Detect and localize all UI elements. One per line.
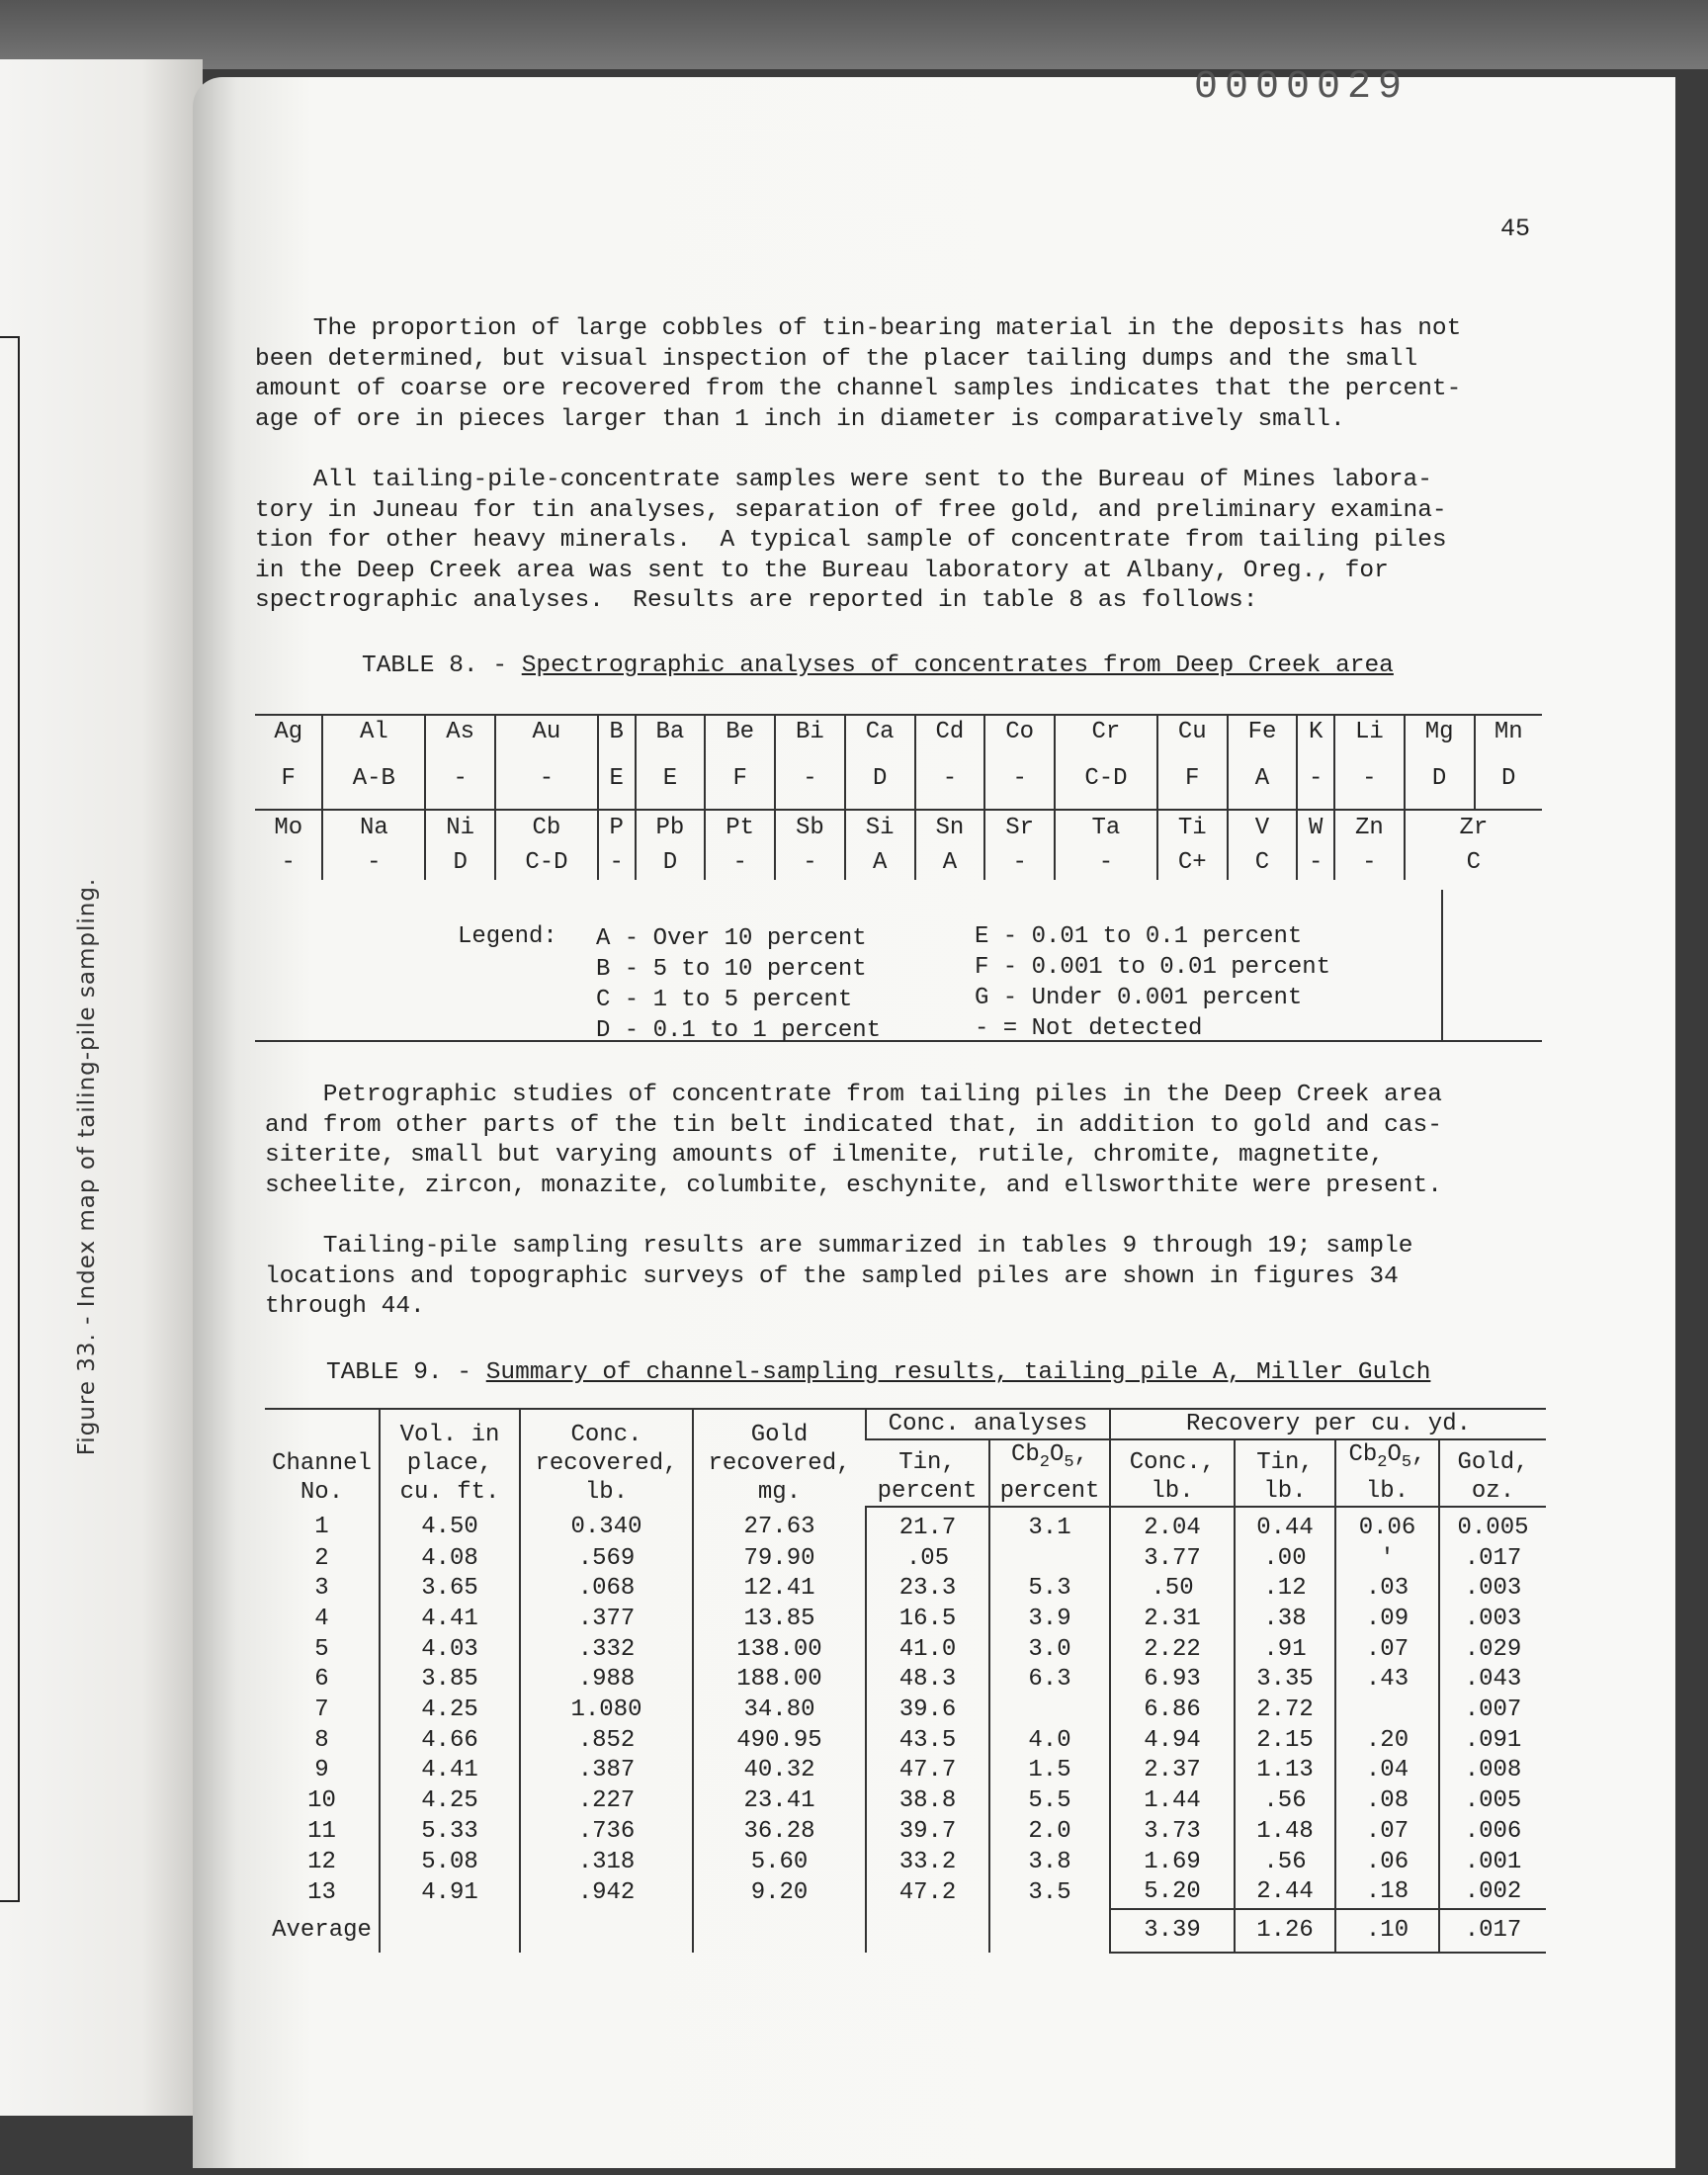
table-cell: 5 — [314, 1635, 329, 1663]
legend-entry: - = Not detected — [975, 1015, 1203, 1042]
table-cell: 4.03 — [380, 1635, 520, 1666]
table8-legend — [255, 919, 1542, 1042]
value-cell: D — [1405, 747, 1475, 810]
table-cell: ' — [1335, 1544, 1439, 1575]
table-cell: 34.80 — [693, 1696, 866, 1726]
value-cell: A-B — [322, 747, 425, 810]
legend-divider — [1441, 890, 1443, 1040]
table-cell: 4.25 — [380, 1786, 520, 1817]
element-cell: Cd — [915, 715, 985, 747]
table-cell: .029 — [1439, 1635, 1546, 1666]
paragraph-2: All tailing-pile-concentrate samples were sent to the Bureau of Mines labora- tory in Juneau for tin analyses, separation of free gold, and preliminary examina- tion for other heavy minerals. A typical sample of concentrate from tailing piles in the Deep Creek area was sent to the Bureau laboratory at Albany, Oreg., for spectrographic analyses. Results are reported in table 8 as follows: — [255, 467, 1447, 614]
table-cell: 5.3 — [989, 1574, 1110, 1605]
table-cell: .07 — [1335, 1635, 1439, 1666]
table-cell: 0.44 — [1235, 1507, 1335, 1544]
value-cell: C-D — [1055, 747, 1157, 810]
value-cell: C — [1405, 844, 1542, 880]
table8 — [255, 714, 1542, 880]
table-row — [265, 1817, 1546, 1848]
header-conc-recovered: Conc. recovered, lb. — [520, 1409, 693, 1507]
element-cell: Ta — [1055, 810, 1157, 844]
table-cell: 4.08 — [380, 1544, 520, 1575]
value-cell: - — [705, 844, 775, 880]
table-cell: .043 — [1439, 1665, 1546, 1696]
value-cell: - — [915, 747, 985, 810]
legend-label: Legend: — [458, 923, 557, 950]
table-cell: 5.5 — [989, 1786, 1110, 1817]
table-cell: 38.8 — [866, 1786, 989, 1817]
table-cell: 27.63 — [693, 1507, 866, 1544]
figure-frame — [0, 336, 20, 1902]
table-cell: 3.85 — [380, 1665, 520, 1696]
legend-entry: A - Over 10 percent — [596, 925, 867, 952]
header-recovery-tin: Tin, lb. — [1235, 1439, 1335, 1507]
table-cell: .08 — [1335, 1786, 1439, 1817]
table-row — [265, 1786, 1546, 1817]
table-cell — [866, 1909, 989, 1953]
table-cell: 6.86 — [1110, 1696, 1235, 1726]
element-cell: Na — [322, 810, 425, 844]
table-cell: .18 — [1335, 1877, 1439, 1909]
value-cell: - — [281, 848, 296, 876]
element-cell: Ni — [425, 810, 495, 844]
table-cell — [1335, 1696, 1439, 1726]
table-row — [265, 1507, 1546, 1544]
table-cell: .332 — [520, 1635, 693, 1666]
table-cell: 2.31 — [1110, 1605, 1235, 1635]
table-cell: 3.1 — [989, 1507, 1110, 1544]
value-cell: A — [915, 844, 985, 880]
element-cell: Mo — [255, 810, 322, 844]
element-cell: Pt — [705, 810, 775, 844]
table-cell: 2.15 — [1235, 1726, 1335, 1757]
element-cell: V — [1228, 810, 1298, 844]
element-cell: P — [598, 810, 636, 844]
table-cell: 2.22 — [1110, 1635, 1235, 1666]
table-cell: 41.0 — [866, 1635, 989, 1666]
element-cell: Sr — [984, 810, 1055, 844]
header-tin-percent: Tin, percent — [866, 1439, 989, 1507]
value-cell: - — [984, 844, 1055, 880]
table8-title: TABLE 8. - Spectrographic analyses of concentrates from Deep Creek area — [362, 652, 1394, 679]
element-cell: B — [598, 715, 636, 747]
table-cell: .05 — [866, 1544, 989, 1575]
average-rcb: .10 — [1335, 1909, 1439, 1953]
table-cell: 39.7 — [866, 1817, 989, 1848]
table-cell: 4.0 — [989, 1726, 1110, 1757]
table-cell: 4.41 — [380, 1756, 520, 1786]
table-cell: 12.41 — [693, 1574, 866, 1605]
table-cell: .003 — [1439, 1605, 1546, 1635]
value-cell: F — [281, 764, 296, 792]
table-cell: .318 — [520, 1848, 693, 1878]
figure-caption: Figure 33. - Index map of tailing-pile sampling. — [74, 877, 100, 1456]
table-cell: 3.77 — [1110, 1544, 1235, 1575]
value-cell: - — [1055, 844, 1157, 880]
legend-column-1 — [596, 923, 881, 1046]
table-cell: 4 — [314, 1605, 329, 1632]
table-cell: 188.00 — [693, 1665, 866, 1696]
table-cell — [380, 1909, 520, 1953]
table-cell: 138.00 — [693, 1635, 866, 1666]
element-cell: Mn — [1475, 715, 1543, 747]
table-cell: 6.3 — [989, 1665, 1110, 1696]
table-row — [265, 1848, 1546, 1878]
table-cell: .56 — [1235, 1848, 1335, 1878]
table-cell: .017 — [1439, 1544, 1546, 1575]
table-row — [265, 1726, 1546, 1757]
header-cb2o5-percent: $Cb_2O_5$, percent — [989, 1439, 1110, 1507]
table-cell: .09 — [1335, 1605, 1439, 1635]
value-cell: C — [1228, 844, 1298, 880]
element-cell: Al — [322, 715, 425, 747]
table-cell: 1.080 — [520, 1696, 693, 1726]
table9-title: TABLE 9. - Summary of channel-sampling results, tailing pile A, Miller Gulch — [326, 1359, 1431, 1386]
value-cell: - — [495, 747, 598, 810]
table-cell: 3.0 — [989, 1635, 1110, 1666]
element-cell: Au — [495, 715, 598, 747]
value-cell: - — [775, 747, 845, 810]
table-cell — [693, 1909, 866, 1953]
table-cell: 6 — [314, 1666, 329, 1694]
element-cell: Co — [984, 715, 1055, 747]
header-channel: Channel No. — [265, 1409, 380, 1507]
element-cell: Sb — [775, 810, 845, 844]
value-cell: E — [636, 747, 706, 810]
table-cell: .227 — [520, 1786, 693, 1817]
table-row — [265, 1605, 1546, 1635]
table-cell: 13.85 — [693, 1605, 866, 1635]
table-cell: .04 — [1335, 1756, 1439, 1786]
table-cell: .003 — [1439, 1574, 1546, 1605]
table-cell: 3 — [314, 1575, 329, 1603]
table-cell — [989, 1696, 1110, 1726]
table-cell: 4.94 — [1110, 1726, 1235, 1757]
table-cell: 6.93 — [1110, 1665, 1235, 1696]
table-cell: .00 — [1235, 1544, 1335, 1575]
header-recovery-gold: Gold, oz. — [1439, 1439, 1546, 1507]
left-facing-page — [0, 59, 203, 2116]
table-cell — [989, 1909, 1110, 1953]
table-cell: 0.340 — [520, 1507, 693, 1544]
element-cell: Ti — [1157, 810, 1228, 844]
document-stamp: 0000029 — [1194, 65, 1409, 110]
table-row — [265, 1544, 1546, 1575]
value-cell: - — [1334, 844, 1405, 880]
table-cell: 9.20 — [693, 1877, 866, 1909]
table-row — [265, 1756, 1546, 1786]
table-cell — [989, 1544, 1110, 1575]
table-cell: .377 — [520, 1605, 693, 1635]
table-row — [265, 1635, 1546, 1666]
table-cell: .06 — [1335, 1848, 1439, 1878]
table-cell: 40.32 — [693, 1756, 866, 1786]
table-cell: 79.90 — [693, 1544, 866, 1575]
table-cell: .005 — [1439, 1786, 1546, 1817]
value-cell: D — [845, 747, 915, 810]
legend-entry: G - Under 0.001 percent — [975, 985, 1303, 1011]
element-cell: Fe — [1228, 715, 1298, 747]
table-cell: 23.3 — [866, 1574, 989, 1605]
table-cell: 0.005 — [1439, 1507, 1546, 1544]
table-cell: 21.7 — [866, 1507, 989, 1544]
table-cell: 5.08 — [380, 1848, 520, 1878]
value-cell: C+ — [1157, 844, 1228, 880]
element-cell: K — [1297, 715, 1334, 747]
value-cell: A — [1228, 747, 1298, 810]
value-cell: - — [775, 844, 845, 880]
value-cell: - — [1297, 844, 1334, 880]
table-cell: .20 — [1335, 1726, 1439, 1757]
table-cell: .38 — [1235, 1605, 1335, 1635]
value-cell: A — [845, 844, 915, 880]
element-cell: Sn — [915, 810, 985, 844]
table-cell: 10 — [307, 1787, 336, 1815]
table-cell: 1.69 — [1110, 1848, 1235, 1878]
element-cell: Ag — [255, 715, 322, 747]
value-cell: D — [636, 844, 706, 880]
table-cell: 3.65 — [380, 1574, 520, 1605]
table-cell: 3.8 — [989, 1848, 1110, 1878]
value-cell: C-D — [495, 844, 598, 880]
value-cell: - — [598, 844, 636, 880]
element-cell: Cr — [1055, 715, 1157, 747]
value-cell: - — [1297, 747, 1334, 810]
table-cell: 43.5 — [866, 1726, 989, 1757]
value-cell: F — [1157, 747, 1228, 810]
table-cell: 4.41 — [380, 1605, 520, 1635]
header-recovery-cb2o5: $Cb_2O_5$, lb. — [1335, 1439, 1439, 1507]
element-cell: Zr — [1405, 810, 1542, 844]
element-cell: Mg — [1405, 715, 1475, 747]
paragraph-1: The proportion of large cobbles of tin-bearing material in the deposits has not been determined, but visual inspection of the placer tailing dumps and the small amount of coarse ore recovered from the channel samples indicates that the percent- age of ore in pieces larger than 1 inch in diameter is comparatively small. — [255, 315, 1462, 433]
table-cell: 2.72 — [1235, 1696, 1335, 1726]
value-cell: - — [322, 844, 425, 880]
paragraph-3: Petrographic studies of concentrate from tailing piles in the Deep Creek area and from other parts of the tin belt indicated that, in addition to gold and cas- siterite, small but varying amounts of ilmenite, rutile, chromite, magnetite, scheelite, zircon, monazite, columbite, eschynite, and ellsworthite were present. — [265, 1082, 1442, 1199]
table-cell: .008 — [1439, 1756, 1546, 1786]
table-cell: 36.28 — [693, 1817, 866, 1848]
table9 — [265, 1408, 1546, 1954]
header-recovery-conc: Conc., lb. — [1110, 1439, 1235, 1507]
legend-entry: D - 0.1 to 1 percent — [596, 1017, 882, 1044]
value-cell: F — [705, 747, 775, 810]
element-cell: Bi — [775, 715, 845, 747]
element-cell: Si — [845, 810, 915, 844]
table-cell: .50 — [1110, 1574, 1235, 1605]
legend-entry: C - 1 to 5 percent — [596, 987, 853, 1013]
table-cell: 33.2 — [866, 1848, 989, 1878]
table-cell: 2.44 — [1235, 1877, 1335, 1909]
table-cell: 3.35 — [1235, 1665, 1335, 1696]
table-cell: .03 — [1335, 1574, 1439, 1605]
element-cell: Pb — [636, 810, 706, 844]
table-row — [265, 1665, 1546, 1696]
table-cell: .942 — [520, 1877, 693, 1909]
element-cell: As — [425, 715, 495, 747]
table-cell: .852 — [520, 1726, 693, 1757]
table-cell: 1.44 — [1110, 1786, 1235, 1817]
table-cell: 5.60 — [693, 1848, 866, 1878]
table-row — [265, 1574, 1546, 1605]
table-cell: 39.6 — [866, 1696, 989, 1726]
table-cell: 1.13 — [1235, 1756, 1335, 1786]
element-cell: Zn — [1334, 810, 1405, 844]
average-label: Average — [272, 1916, 372, 1944]
table-cell: .007 — [1439, 1696, 1546, 1726]
table-cell: .569 — [520, 1544, 693, 1575]
table-cell: 13 — [307, 1878, 336, 1906]
table-cell: 11 — [307, 1817, 336, 1845]
table-cell: 4.25 — [380, 1696, 520, 1726]
element-cell: Cb — [495, 810, 598, 844]
table-cell: 1 — [314, 1514, 329, 1541]
element-cell: Li — [1334, 715, 1405, 747]
average-rtin: 1.26 — [1235, 1909, 1335, 1953]
value-cell: D — [1475, 747, 1543, 810]
legend-column-2 — [975, 921, 1330, 1044]
table-cell: .001 — [1439, 1848, 1546, 1878]
table-row — [265, 1696, 1546, 1726]
table-cell: 7 — [314, 1696, 329, 1724]
header-volume: Vol. in place, cu. ft. — [380, 1409, 520, 1507]
table-cell: 4.50 — [380, 1507, 520, 1544]
table-cell: 1.5 — [989, 1756, 1110, 1786]
table-cell: .43 — [1335, 1665, 1439, 1696]
page-number: 45 — [1500, 215, 1531, 243]
table-cell: 4.66 — [380, 1726, 520, 1757]
table-cell: 4.91 — [380, 1877, 520, 1909]
table-row — [265, 1877, 1546, 1909]
header-conc-analyses: Conc. analyses — [866, 1409, 1110, 1439]
value-cell: - — [1334, 747, 1405, 810]
value-cell: - — [425, 747, 495, 810]
table-cell: .006 — [1439, 1817, 1546, 1848]
element-cell: Ca — [845, 715, 915, 747]
header-recovery: Recovery per cu. yd. — [1110, 1409, 1546, 1439]
legend-entry: E - 0.01 to 0.1 percent — [975, 923, 1303, 950]
table-cell: 2.37 — [1110, 1756, 1235, 1786]
scanner-top-shadow — [0, 0, 1708, 69]
element-cell: W — [1297, 810, 1334, 844]
table-cell: 2 — [314, 1544, 329, 1572]
table-cell: 2.0 — [989, 1817, 1110, 1848]
table-cell: .387 — [520, 1756, 693, 1786]
paragraph-4: Tailing-pile sampling results are summarized in tables 9 through 19; sample locations and topographic surveys of the sampled piles are shown in figures 34 through 44. — [265, 1233, 1413, 1320]
element-cell: Cu — [1157, 715, 1228, 747]
header-gold-recovered: Gold recovered, mg. — [693, 1409, 866, 1507]
element-cell: Be — [705, 715, 775, 747]
table-cell: .56 — [1235, 1786, 1335, 1817]
table-cell: 16.5 — [866, 1605, 989, 1635]
table-cell: .12 — [1235, 1574, 1335, 1605]
table-cell: .068 — [520, 1574, 693, 1605]
table-cell: .91 — [1235, 1635, 1335, 1666]
table-cell: 47.7 — [866, 1756, 989, 1786]
table-cell: 3.5 — [989, 1877, 1110, 1909]
table-cell: 2.04 — [1110, 1507, 1235, 1544]
table-cell: 9 — [314, 1757, 329, 1784]
table-cell: 490.95 — [693, 1726, 866, 1757]
table-cell: .988 — [520, 1665, 693, 1696]
average-row — [265, 1909, 1546, 1953]
average-rconc: 3.39 — [1110, 1909, 1235, 1953]
table-cell: .07 — [1335, 1817, 1439, 1848]
table-cell: 0.06 — [1335, 1507, 1439, 1544]
average-rgold: .017 — [1439, 1909, 1546, 1953]
legend-entry: F - 0.001 to 0.01 percent — [975, 954, 1331, 981]
table-cell: 1.48 — [1235, 1817, 1335, 1848]
table-cell: 48.3 — [866, 1665, 989, 1696]
table-cell — [520, 1909, 693, 1953]
table-cell: 5.33 — [380, 1817, 520, 1848]
table-cell: 3.73 — [1110, 1817, 1235, 1848]
legend-entry: B - 5 to 10 percent — [596, 956, 867, 983]
table-cell: 3.9 — [989, 1605, 1110, 1635]
element-cell: Ba — [636, 715, 706, 747]
value-cell: - — [984, 747, 1055, 810]
table-cell: 8 — [314, 1726, 329, 1754]
table-cell: .736 — [520, 1817, 693, 1848]
table-cell: .002 — [1439, 1877, 1546, 1909]
table-cell: 5.20 — [1110, 1877, 1235, 1909]
value-cell: D — [425, 844, 495, 880]
table-cell: 47.2 — [866, 1877, 989, 1909]
table-cell: .091 — [1439, 1726, 1546, 1757]
value-cell: E — [598, 747, 636, 810]
table-cell: 23.41 — [693, 1786, 866, 1817]
table-cell: 12 — [307, 1848, 336, 1875]
